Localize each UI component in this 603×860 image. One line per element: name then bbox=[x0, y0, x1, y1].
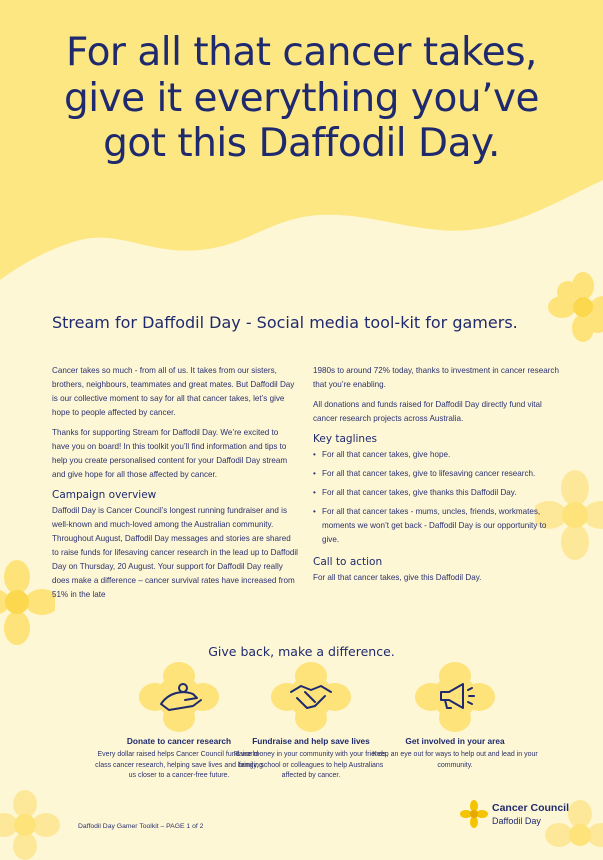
daffodil-decoration-bottom-left bbox=[0, 790, 60, 860]
left-column bbox=[52, 364, 298, 608]
key-taglines-heading: Key taglines bbox=[313, 433, 378, 445]
page-subtitle: Stream for Daffodil Day - Social media tool-kit for gamers. bbox=[52, 313, 518, 332]
headline-line-2: give it everything you’ve bbox=[63, 75, 540, 121]
cancer-council-logo bbox=[460, 800, 580, 830]
feature-donate-title: Donate to cancer research bbox=[126, 736, 232, 746]
intro-paragraph-2: Thanks for supporting Stream for Daffodil Day. We’re excited to have you on board! In this toolkit you’ll find information and tips to help you create personalised content for your Daffodil Day stream and give hope for all those affected by cancer. bbox=[52, 428, 288, 479]
logo-subtitle: Daffodil Day bbox=[492, 816, 541, 826]
tagline-item: • For all that cancer takes - mums, uncles, friends, workmates, moments we won’t get back - Daffodil Day is our opportunity to give. bbox=[313, 505, 561, 547]
tagline-item: • For all that cancer takes, give to lifesaving cancer research. bbox=[313, 467, 561, 481]
headline-line-3: got this Daffodil Day. bbox=[103, 121, 500, 167]
headline-line-1: For all that cancer takes, bbox=[66, 30, 537, 75]
headline bbox=[0, 30, 603, 167]
call-to-action-body: For all that cancer takes, give this Daffodil Day. bbox=[313, 573, 482, 582]
call-to-action-heading: Call to action bbox=[313, 556, 383, 568]
megaphone-icon bbox=[415, 662, 495, 732]
feature-get-involved-title: Get involved in your area bbox=[405, 736, 505, 746]
donate-hand-icon bbox=[139, 662, 219, 732]
handshake-icon bbox=[271, 662, 351, 732]
feature-fundraise-title: Fundraise and help save lives bbox=[252, 736, 370, 746]
daffodil-decoration-left-middle bbox=[0, 560, 55, 645]
daffodil-logo-icon bbox=[460, 800, 488, 828]
right-column bbox=[313, 364, 561, 591]
intro-paragraph-1: Cancer takes so much - from all of us. It takes from our sisters, brothers, neighbours, teammates and great mates. But Daffodil Day is our collective moment to say for all that cancer takes, let’s give hope to people affected by cancer. bbox=[52, 366, 295, 417]
right-paragraph-2: All donations and funds raised for Daffodil Day directly fund vital cancer research projects across Australia. bbox=[313, 400, 542, 423]
right-paragraph-1: 1980s to around 72% today, thanks to investment in cancer research that you’re enabling. bbox=[313, 366, 559, 389]
feature-get-involved bbox=[370, 662, 540, 771]
feature-donate-body: Every dollar raised helps Cancer Council fund world-class cancer research, helping save lives and bringing us closer to a cancer-free future. bbox=[95, 751, 263, 779]
logo-name: Cancer Council bbox=[492, 802, 570, 814]
campaign-overview-body: Daffodil Day is Cancer Council’s longest running fundraiser and is well-known and much-loved among the Australian community. Throughout August, Daffodil Day messages and stories are shared to raise funds for lifesaving cancer research in the lead up to Daffodil Day on Thursday, 20 August. Your support for Daffodil Day really does make a difference – cancer survival rates have increased from 51% in the late bbox=[52, 506, 298, 599]
feature-fundraise-body: Raise money in your community with your friends, family, school or colleagues to help Australians affected by cancer. bbox=[233, 751, 389, 779]
tagline-item: • For all that cancer takes, give hope. bbox=[313, 448, 561, 462]
give-back-heading: Give back, make a difference. bbox=[208, 644, 395, 659]
tagline-item: • For all that cancer takes, give thanks this Daffodil Day. bbox=[313, 486, 561, 500]
daffodil-decoration-right-top bbox=[548, 272, 603, 342]
feature-get-involved-body: Keep an eye out for ways to help out and lead in your community. bbox=[372, 751, 538, 769]
campaign-overview-heading: Campaign overview bbox=[52, 489, 157, 501]
key-taglines-list bbox=[313, 448, 561, 547]
footer-page-note: Daffodil Day Gamer Toolkit – PAGE 1 of 2 bbox=[78, 823, 204, 830]
